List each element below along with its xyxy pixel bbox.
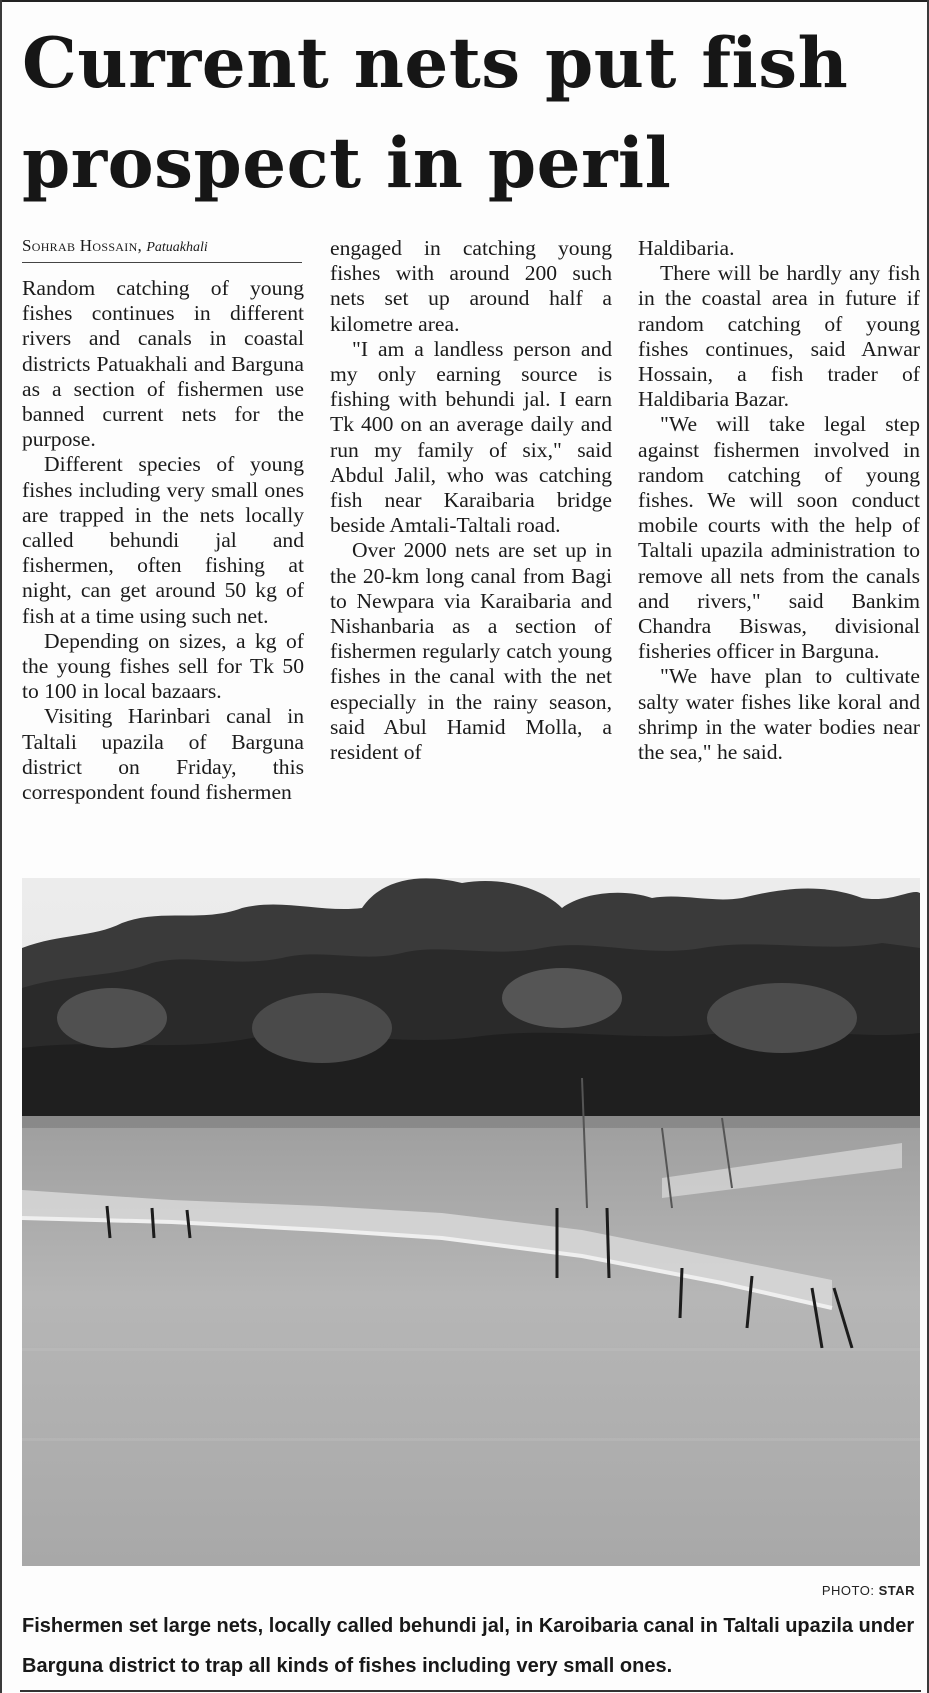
headline xyxy=(22,14,912,214)
paragraph: Different species of young fishes including very small ones are trapped in the nets locally called behundi jal and fishermen, often fishing at night, can get around 50 kg of fish at a time using such net. xyxy=(22,452,304,628)
article-column-1 xyxy=(22,276,304,805)
paragraph: engaged in catching young fishes with around 200 such nets set up around half a kilometre area. xyxy=(330,236,612,336)
top-rule xyxy=(2,0,927,2)
byline xyxy=(22,236,302,263)
headline-line-1: Current nets put fish xyxy=(22,23,849,104)
paragraph: Haldibaria. xyxy=(638,236,735,260)
byline-author: Sohrab Hossain, xyxy=(22,236,143,255)
news-photo xyxy=(22,878,920,1566)
photo-credit-source: STAR xyxy=(878,1583,915,1598)
paragraph: Over 2000 nets are set up in the 20-km long canal from Bagi to Newpara via Karaibaria and Nishanbaria as a section of fishermen regularly catch young fishes in the canal with the net especially in the rainy season, said Abul Hamid Molla, a resident of xyxy=(330,538,612,765)
headline-line-2: prospect in peril xyxy=(22,123,672,204)
photo-caption: Fishermen set large nets, locally called behundi jal, in Karoibaria canal in Taltali upazila under Barguna district to trap all kinds of fishes including very small ones. xyxy=(22,1615,915,1677)
paragraph: Random catching of young fishes continues in different rivers and canals in coastal districts Patuakhali and Barguna as a section of fishermen use banned current nets for the purpose. xyxy=(22,276,304,452)
canal-nets-photo-illustration xyxy=(22,878,920,1566)
paragraph: Visiting Harinbari canal in Taltali upazila of Barguna district on Friday, this correspondent found fishermen xyxy=(22,704,304,805)
photo-credit-label: PHOTO: xyxy=(821,1583,875,1598)
paragraph: "We will take legal step against fishermen involved in random catching of young fishes. We will soon conduct mobile courts with the help of Taltali upazila administration to remove all nets from the canals and rivers," said Bankim Chandra Biswas, divisional fisheries officer in Barguna. xyxy=(638,412,920,664)
article-column-2 xyxy=(330,236,612,765)
paragraph: There will be hardly any fish in the coastal area in future if random catching of young fishes continues, said Anwar Hossain, a fish trader of Haldibaria Bazar. xyxy=(638,261,920,412)
byline-location: Patuakhali xyxy=(146,240,208,255)
article-column-3 xyxy=(638,236,920,765)
bottom-rule xyxy=(20,1690,921,1692)
paragraph: "We have plan to cultivate salty water fishes like koral and shrimp in the water bodies near the sea," he said. xyxy=(638,664,920,765)
paragraph: "I am a landless person and my only earning source is fishing with behundi jal. I earn Tk 400 on an average daily and run my family of six," said Abdul Jalil, who was catching fish near Karaibaria bridge beside Amtali-Taltali road. xyxy=(330,336,612,538)
photo-credit xyxy=(822,1583,915,1598)
paragraph: Depending on sizes, a kg of the young fishes sell for Tk 50 to 100 in local bazaars. xyxy=(22,628,304,704)
